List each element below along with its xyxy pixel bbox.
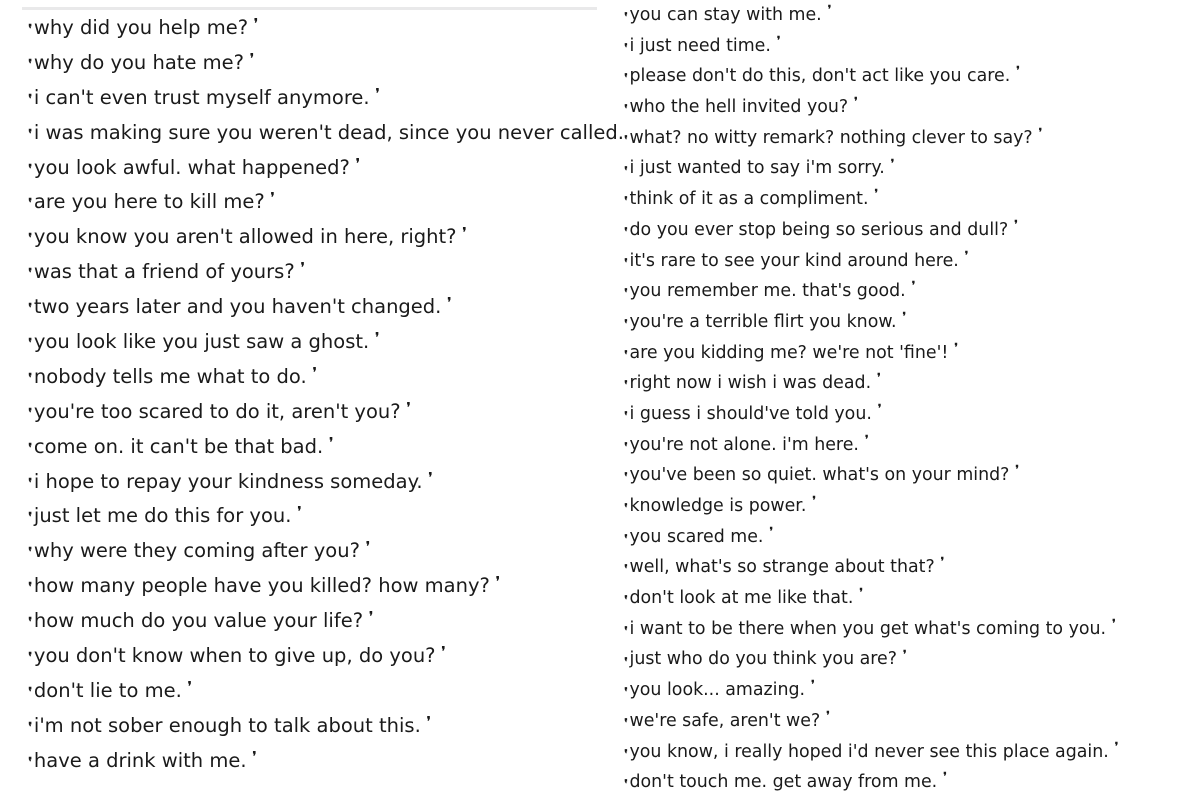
prompt-item <box>624 215 1199 246</box>
prompt-item <box>624 0 1199 31</box>
open-quote-icon: ❛ <box>28 295 32 310</box>
close-quote-icon: ❜ <box>312 364 317 379</box>
close-quote-icon: ❜ <box>827 3 832 17</box>
open-quote-icon: ❛ <box>624 710 628 724</box>
open-quote-icon: ❛ <box>28 225 32 240</box>
prompt-item <box>28 674 608 709</box>
close-quote-icon: ❜ <box>1016 64 1020 78</box>
close-quote-icon: ❜ <box>812 494 816 508</box>
prompt-text: i'm not sober enough to talk about this. <box>33 713 421 737</box>
open-quote-icon: ❛ <box>624 403 628 417</box>
prompt-item <box>28 360 608 395</box>
prompt-item <box>28 46 608 81</box>
prompt-text: you don't know when to give up, do you? <box>33 644 436 668</box>
prompt-item <box>28 81 608 116</box>
open-quote-icon: ❛ <box>624 158 628 172</box>
open-quote-icon: ❛ <box>624 680 628 694</box>
open-quote-icon: ❛ <box>28 609 32 624</box>
prompt-text: i just need time. <box>629 35 771 56</box>
close-quote-icon: ❜ <box>826 708 830 722</box>
open-quote-icon: ❛ <box>624 557 628 571</box>
prompt-text: i want to be there when you get what's coming to you. <box>629 618 1107 639</box>
prompt-item <box>28 430 608 465</box>
close-quote-icon: ❜ <box>297 504 302 519</box>
prompt-text: don't touch me. get away from me. <box>629 772 938 793</box>
close-quote-icon: ❜ <box>874 187 879 201</box>
open-quote-icon: ❛ <box>624 189 628 203</box>
open-quote-icon: ❛ <box>28 678 32 693</box>
close-quote-icon: ❜ <box>406 399 411 414</box>
open-quote-icon: ❛ <box>28 16 32 31</box>
close-quote-icon: ❜ <box>902 647 907 661</box>
prompt-text: you look... amazing. <box>629 680 806 701</box>
open-quote-icon: ❛ <box>624 311 628 325</box>
prompt-item <box>624 338 1199 369</box>
open-quote-icon: ❛ <box>28 399 32 414</box>
prompt-text: what? no witty remark? nothing clever to say? <box>629 127 1033 148</box>
prompt-text: it's rare to see your kind around here. <box>629 250 959 271</box>
prompt-item <box>624 153 1199 184</box>
close-quote-icon: ❜ <box>426 713 431 728</box>
close-quote-icon: ❜ <box>375 329 380 344</box>
close-quote-icon: ❜ <box>864 432 869 446</box>
close-quote-icon: ❜ <box>1038 125 1043 139</box>
prompt-text: right now i wish i was dead. <box>629 373 872 394</box>
prompt-list-right <box>624 0 1199 798</box>
prompt-text: are you kidding me? we're not 'fine'! <box>629 342 949 363</box>
prompt-text: you know you aren't allowed in here, right? <box>33 225 457 249</box>
prompt-item <box>28 604 608 639</box>
close-quote-icon: ❜ <box>254 15 258 30</box>
open-quote-icon: ❛ <box>624 66 628 80</box>
close-quote-icon: ❜ <box>859 586 863 600</box>
prompt-text: i hope to repay your kindness someday. <box>33 469 423 493</box>
prompt-text: just let me do this for you. <box>33 504 292 528</box>
prompt-text: don't lie to me. <box>33 678 182 702</box>
close-quote-icon: ❜ <box>877 371 881 385</box>
prompt-item <box>624 583 1199 614</box>
open-quote-icon: ❛ <box>28 644 32 659</box>
open-quote-icon: ❛ <box>624 587 628 601</box>
prompt-text: you've been so quiet. what's on your mind? <box>629 465 1010 486</box>
open-quote-icon: ❛ <box>624 281 628 295</box>
close-quote-icon: ❜ <box>943 770 947 784</box>
close-quote-icon: ❜ <box>940 555 945 569</box>
open-quote-icon: ❛ <box>28 260 32 275</box>
close-quote-icon: ❜ <box>270 190 275 205</box>
prompt-item <box>624 184 1199 215</box>
prompt-text: how much do you value your life? <box>33 609 364 633</box>
prompt-text: don't look at me like that. <box>629 588 854 609</box>
close-quote-icon: ❜ <box>428 469 433 484</box>
prompt-text: please don't do this, don't act like you care. <box>629 66 1011 87</box>
prompt-item <box>28 534 608 569</box>
prompt-item <box>624 767 1199 798</box>
prompt-item <box>624 552 1199 583</box>
open-quote-icon: ❛ <box>624 373 628 387</box>
open-quote-icon: ❛ <box>624 342 628 356</box>
prompt-item <box>624 246 1199 277</box>
prompt-item <box>28 116 624 151</box>
close-quote-icon: ❜ <box>877 402 882 416</box>
prompt-text: you know, i really hoped i'd never see this place again. <box>629 741 1109 762</box>
open-quote-icon: ❛ <box>624 96 628 110</box>
close-quote-icon: ❜ <box>329 434 334 449</box>
close-quote-icon: ❜ <box>187 678 192 693</box>
close-quote-icon: ❜ <box>441 643 446 658</box>
close-quote-icon: ❜ <box>954 340 958 354</box>
prompt-text: i was making sure you weren't dead, since you never called. <box>33 120 624 144</box>
open-quote-icon: ❛ <box>28 190 32 205</box>
open-quote-icon: ❛ <box>28 748 32 763</box>
prompt-text: who the hell invited you? <box>629 97 849 118</box>
prompt-text: knowledge is power. <box>629 496 807 516</box>
prompt-item <box>624 61 1199 92</box>
open-quote-icon: ❛ <box>624 649 628 663</box>
close-quote-icon: ❜ <box>365 539 370 554</box>
open-quote-icon: ❛ <box>28 155 32 170</box>
open-quote-icon: ❛ <box>624 434 628 448</box>
prompt-text: was that a friend of yours? <box>33 260 295 284</box>
open-quote-icon: ❛ <box>624 526 628 540</box>
prompt-text: well, what's so strange about that? <box>629 557 935 578</box>
open-quote-icon: ❛ <box>28 713 32 728</box>
open-quote-icon: ❛ <box>28 539 32 554</box>
prompt-list-left <box>28 11 624 779</box>
close-quote-icon: ❜ <box>355 155 360 170</box>
prompt-text: have a drink with me. <box>33 748 247 772</box>
prompt-text: i just wanted to say i'm sorry. <box>629 158 885 179</box>
close-quote-icon: ❜ <box>1015 463 1019 477</box>
prompt-text: i guess i should've told you. <box>629 403 872 424</box>
prompt-text: you remember me. that's good. <box>629 281 906 302</box>
prompt-text: come on. it can't be that bad. <box>33 434 324 458</box>
prompt-text: you scared me. <box>629 526 764 547</box>
prompt-item <box>28 151 608 186</box>
close-quote-icon: ❜ <box>369 609 373 624</box>
prompt-item <box>28 395 608 430</box>
open-quote-icon: ❛ <box>28 364 32 379</box>
prompt-item <box>28 290 608 325</box>
prompt-item <box>28 255 608 290</box>
prompt-item <box>624 675 1199 706</box>
close-quote-icon: ❜ <box>447 295 452 310</box>
open-quote-icon: ❛ <box>624 495 628 509</box>
prompt-text: you're not alone. i'm here. <box>629 434 859 455</box>
open-quote-icon: ❛ <box>624 4 628 18</box>
open-quote-icon: ❛ <box>28 434 32 449</box>
close-quote-icon: ❜ <box>964 248 969 262</box>
open-quote-icon: ❛ <box>624 618 628 632</box>
prompt-text: think of it as a compliment. <box>629 189 869 210</box>
open-quote-icon: ❛ <box>624 219 628 233</box>
open-quote-icon: ❛ <box>624 772 628 786</box>
prompt-text: why did you help me? <box>33 16 249 39</box>
prompt-text: two years later and you haven't changed. <box>33 295 442 319</box>
prompt-item <box>624 399 1199 430</box>
prompt-item <box>624 276 1199 307</box>
open-quote-icon: ❛ <box>28 469 32 484</box>
close-quote-icon: ❜ <box>902 309 906 323</box>
open-quote-icon: ❛ <box>28 574 32 589</box>
close-quote-icon: ❜ <box>776 33 781 47</box>
prompt-text: we're safe, aren't we? <box>629 710 821 731</box>
prompt-item <box>28 569 608 604</box>
prompt-item <box>28 465 608 500</box>
prompt-text: why were they coming after you? <box>33 539 360 563</box>
close-quote-icon: ❜ <box>854 95 858 109</box>
prompt-item <box>28 709 608 744</box>
close-quote-icon: ❜ <box>249 50 254 65</box>
close-quote-icon: ❜ <box>1014 217 1018 231</box>
prompt-text: how many people have you killed? how many? <box>33 574 490 598</box>
open-quote-icon: ❛ <box>624 35 628 49</box>
prompt-item <box>624 307 1199 338</box>
prompt-item <box>624 491 1199 522</box>
open-quote-icon: ❛ <box>28 330 32 345</box>
close-quote-icon: ❜ <box>911 279 916 293</box>
prompt-text: you're a terrible flirt you know. <box>629 311 897 332</box>
open-quote-icon: ❛ <box>28 50 32 65</box>
prompt-item <box>624 368 1199 399</box>
prompt-item <box>624 522 1199 553</box>
prompt-item <box>624 460 1199 491</box>
close-quote-icon: ❜ <box>375 85 380 100</box>
prompt-text: you look awful. what happened? <box>33 155 350 179</box>
prompt-text: do you ever stop being so serious and dull? <box>629 219 1009 240</box>
prompt-text: just who do you think you are? <box>629 649 897 670</box>
prompt-item <box>624 92 1199 123</box>
open-quote-icon: ❛ <box>28 504 32 519</box>
prompt-text: i can't even trust myself anymore. <box>33 85 370 109</box>
prompt-item <box>624 123 1199 154</box>
close-quote-icon: ❜ <box>1112 616 1116 630</box>
close-quote-icon: ❜ <box>495 574 500 589</box>
prompt-item <box>624 614 1199 645</box>
prompt-text: you can stay with me. <box>629 5 822 25</box>
close-quote-icon: ❜ <box>811 678 815 692</box>
open-quote-icon: ❛ <box>624 465 628 479</box>
prompt-text: nobody tells me what to do. <box>33 364 307 388</box>
prompt-item <box>624 737 1199 768</box>
prompt-text: you look like you just saw a ghost. <box>33 330 370 354</box>
prompt-item <box>624 430 1199 461</box>
close-quote-icon: ❜ <box>252 748 257 763</box>
close-quote-icon: ❜ <box>300 260 305 275</box>
open-quote-icon: ❛ <box>28 120 32 135</box>
prompt-item <box>28 325 608 360</box>
prompt-item <box>28 185 608 220</box>
close-quote-icon: ❜ <box>1114 739 1119 753</box>
top-divider <box>22 7 597 10</box>
prompt-text: are you here to kill me? <box>33 190 265 214</box>
prompt-text: you're too scared to do it, aren't you? <box>33 399 401 423</box>
open-quote-icon: ❛ <box>624 250 628 264</box>
prompt-item <box>28 744 608 779</box>
open-quote-icon: ❛ <box>624 741 628 755</box>
close-quote-icon: ❜ <box>462 225 467 240</box>
prompt-item <box>28 499 608 534</box>
prompt-text: why do you hate me? <box>33 50 244 74</box>
prompt-item <box>624 644 1199 675</box>
close-quote-icon: ❜ <box>769 524 773 538</box>
open-quote-icon: ❛ <box>28 85 32 100</box>
prompt-item <box>28 11 608 46</box>
prompt-item <box>624 706 1199 737</box>
prompt-item <box>28 220 608 255</box>
prompt-item <box>28 639 608 674</box>
prompt-item <box>624 31 1199 62</box>
open-quote-icon: ❛ <box>624 127 628 141</box>
close-quote-icon: ❜ <box>890 156 895 170</box>
